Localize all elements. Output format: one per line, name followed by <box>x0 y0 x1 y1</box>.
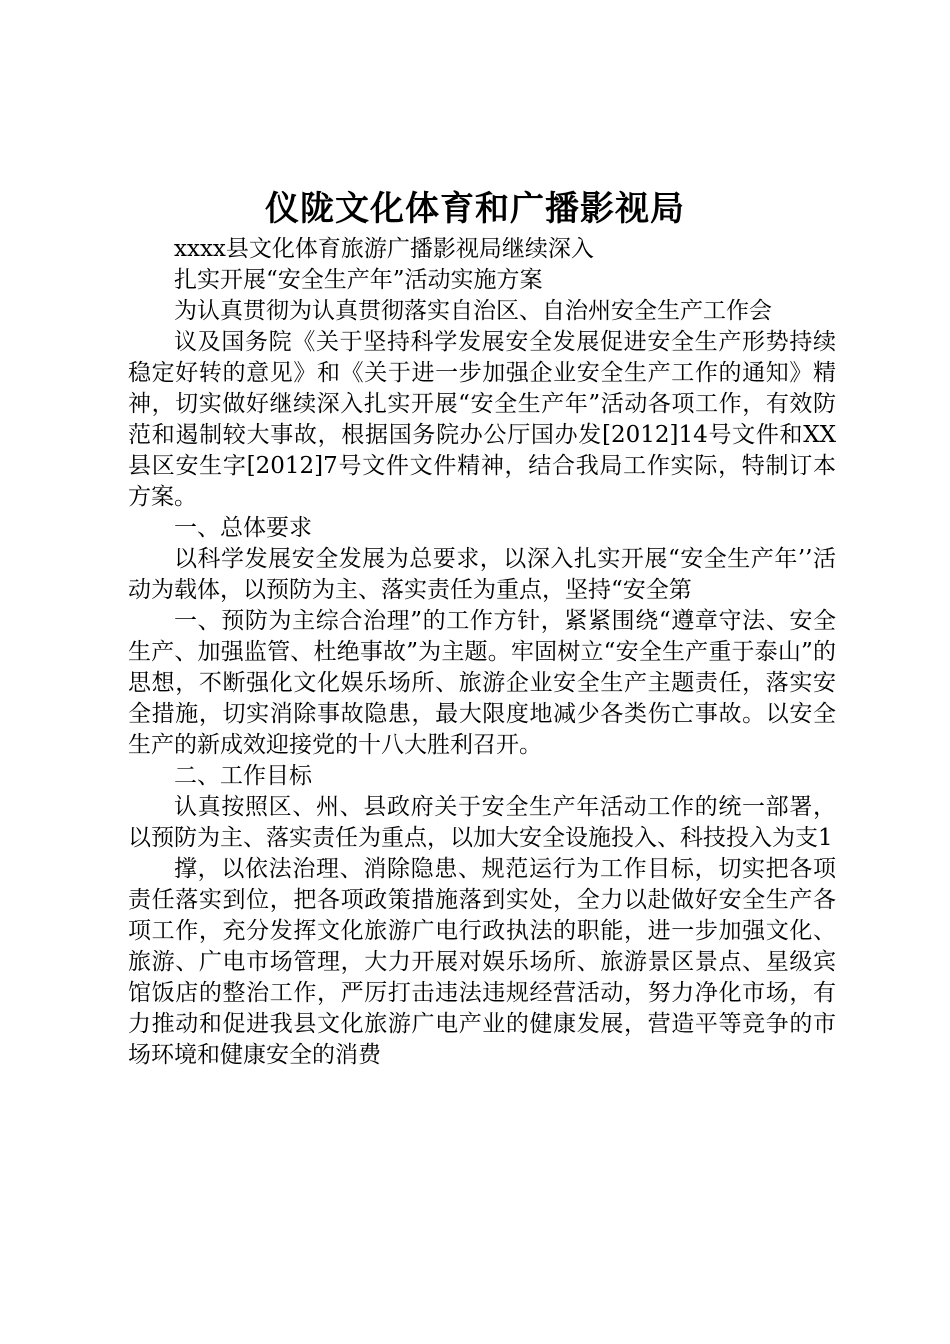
document-body <box>128 234 836 1071</box>
body-paragraph: 以科学发展安全发展为总要求，以深入扎实开展“安全生产年’’活动为载体，以预防为主、落实责任为重点，坚持“安全第 <box>128 546 836 603</box>
section-heading-overall-requirements: 一、总体要求 <box>174 515 312 541</box>
section-heading-work-goals: 二、工作目标 <box>174 763 312 789</box>
subtitle-line-1: xxxx县文化体育旅游广播影视局继续深入 <box>174 236 594 262</box>
subtitle-line-2: 扎实开展“安全生产年”活动实施方案 <box>174 267 543 293</box>
body-paragraph: 议及国务院《关于坚持科学发展安全发展促进安全生产形势持续稳定好转的意见》和《关于进一步加强企业安全生产工作的通知》精神，切实做好继续深入扎实开展“安全生产年”活动各项工作，有效防范和遏制较大事故，根据国务院办公厅国办发[2012]14号文件和XX县区安生字[2012]7号文件文件精神，结合我局工作实际，特制订本方案。 <box>128 329 836 510</box>
body-paragraph: 撑，以依法治理、消除隐患、规范运行为工作目标，切实把各项责任落实到位，把各项政策措施落到实处，全力以赴做好安全生产各项工作，充分发挥文化旅游广电行政执法的职能，进一步加强文化、旅游、广电市场管理，大力开展对娱乐场所、旅游景区景点、星级宾馆饭店的整治工作，严厉打击违法违规经营活动，努力净化市场，有力推动和促进我县文化旅游广电产业的健康发展，营造平等竞争的市场环境和健康安全的消费 <box>128 856 836 1068</box>
body-paragraph: 认真按照区、州、县政府关于安全生产年活动工作的统一部署，以预防为主、落实责任为重点，以加大安全设施投入、科技投入为支1 <box>128 794 836 851</box>
body-paragraph: 为认真贯彻为认真贯彻落实自治区、自治州安全生产工作会 <box>174 298 772 324</box>
body-paragraph: 一、预防为主综合治理”的工作方针，紧紧围绕“遵章守法、安全生产、加强监管、杜绝事故”为主题。牢固树立“安全生产重于泰山”的思想，不断强化文化娱乐场所、旅游企业安全生产主题责任，落实安全措施，切实消除事故隐患，最大限度地减少各类伤亡事故。以安全生产的新成效迎接党的十八大胜利召开。 <box>128 608 836 758</box>
document-title: 仪陇文化体育和广播影视局 <box>265 189 685 229</box>
